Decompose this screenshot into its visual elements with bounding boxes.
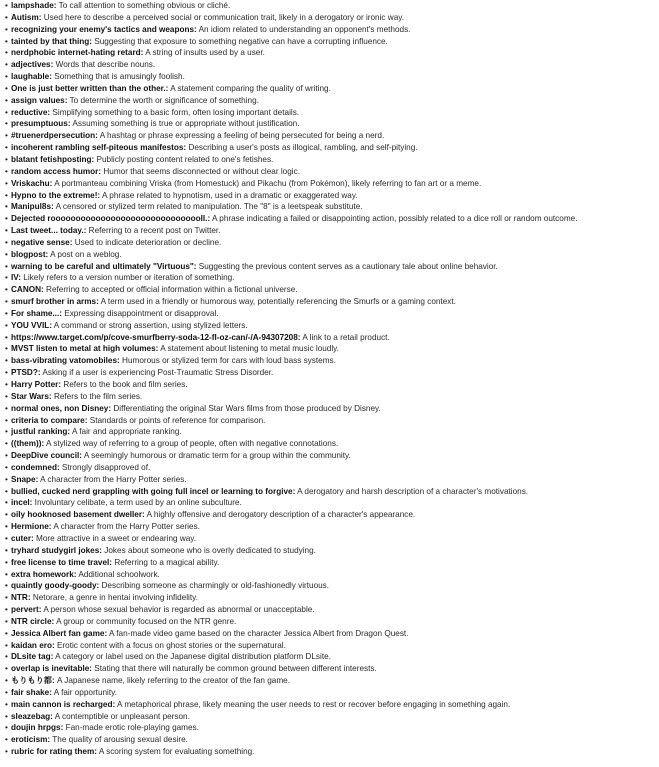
bullet-icon: • <box>5 214 8 224</box>
glossary-term: kaidan ero: <box>11 640 55 650</box>
glossary-item <box>5 142 659 154</box>
glossary-definition: A link to a retail product. <box>302 332 390 342</box>
glossary-definition: A post on a weblog. <box>50 249 122 259</box>
glossary-term: laughable: <box>11 72 52 82</box>
bullet-icon: • <box>5 249 8 259</box>
bullet-icon: • <box>5 356 8 366</box>
glossary-term: ((them)): <box>11 439 45 449</box>
glossary-term: IV: <box>11 273 22 283</box>
glossary-item <box>5 438 659 450</box>
glossary-definition: Erotic content with a focus on ghost stories or the supernatural. <box>56 640 286 650</box>
glossary-definition: A derogatory and harsh description of a character's motivations. <box>297 486 529 496</box>
bullet-icon: • <box>5 380 8 389</box>
glossary-term: Last tweet... today.: <box>11 226 87 236</box>
glossary-definition: Publicly posting content related to one's fetishes. <box>96 154 274 164</box>
bullet-icon: • <box>5 735 8 745</box>
glossary-item <box>5 734 659 746</box>
glossary-item <box>5 450 659 462</box>
glossary-item <box>5 261 659 273</box>
glossary-item <box>5 379 659 391</box>
glossary-definition: A metaphorical phrase, likely meaning the user needs to rest or recover before engaging in something again. <box>117 699 511 709</box>
bullet-icon: • <box>5 640 8 650</box>
glossary-definition: Refers to the book and film series. <box>63 380 188 389</box>
bullet-icon: • <box>5 747 8 757</box>
glossary-term: sleazebag: <box>11 711 53 721</box>
glossary-item <box>5 47 659 59</box>
glossary-item <box>5 130 659 142</box>
bullet-icon: • <box>5 12 8 22</box>
glossary-term: criteria to compare: <box>11 415 88 425</box>
glossary-definition: Suggesting that exposure to something negative can have a corrupting influence. <box>94 36 388 46</box>
glossary-term: eroticism: <box>11 735 51 745</box>
glossary-term: Snape: <box>11 474 39 484</box>
glossary-item <box>5 675 659 687</box>
glossary-item <box>5 367 659 379</box>
glossary-item <box>5 651 659 663</box>
glossary-term: MVST listen to metal at high volumes: <box>11 344 159 354</box>
glossary-item <box>5 640 659 652</box>
glossary-definition: A Japanese name, likely referring to the creator of the fan game. <box>56 676 290 686</box>
glossary-term: rubric for rating them: <box>11 747 97 757</box>
glossary-definition: Strongly disapproved of. <box>61 462 151 472</box>
bullet-icon: • <box>5 687 8 697</box>
glossary-item <box>5 249 659 261</box>
glossary-definition: Referring to accepted or official information within a fictional universe. <box>46 285 298 295</box>
glossary-definition: A group or community focused on the NTR genre. <box>56 616 237 626</box>
glossary-term: Hypno to the extreme!: <box>11 190 101 200</box>
glossary-item <box>5 272 659 284</box>
glossary-definition: Simplifying something to a basic form, often losing important details. <box>52 107 300 117</box>
glossary-item <box>5 95 659 107</box>
bullet-icon: • <box>5 569 8 579</box>
glossary-term: reductive: <box>11 107 51 117</box>
glossary-item <box>5 604 659 616</box>
glossary-item <box>5 722 659 734</box>
glossary-term: incoherent rambling self-piteous manifestos: <box>11 143 187 153</box>
glossary-definition: A character from the Harry Potter series. <box>53 522 200 532</box>
glossary-definition: A statement about listening to metal music loudly. <box>160 344 339 354</box>
glossary-item <box>5 225 659 237</box>
glossary-term: oily hooknosed basement dweller: <box>11 510 145 520</box>
glossary-definition: Used here to describe a perceived social or communication trait, likely in a derogatory or ironic way. <box>43 12 405 22</box>
glossary-term: assign values: <box>11 95 68 105</box>
glossary-definition: Differentiating the original Star Wars films from those produced by Disney. <box>113 403 381 413</box>
bullet-icon: • <box>5 285 8 295</box>
bullet-icon: • <box>5 178 8 188</box>
bullet-icon: • <box>5 498 8 508</box>
glossary-definition: Involuntary celibate, a term used by an online subculture. <box>34 498 242 508</box>
glossary-term: tainted by that thing: <box>11 36 92 46</box>
glossary-definition: To call attention to something obvious or cliché. <box>58 1 231 10</box>
glossary-item <box>5 533 659 545</box>
glossary-definition: A seemingly humorous or dramatic term for a group within the community. <box>83 451 351 461</box>
bullet-icon: • <box>5 676 8 686</box>
glossary-term: quaintly goody-goody: <box>11 581 100 591</box>
glossary-term: NTR circle: <box>11 616 55 626</box>
glossary-definition: Describing a user's posts as illogical, rambling, and self-pitying. <box>188 143 418 153</box>
glossary-definition: Additional schoolwork. <box>78 569 160 579</box>
glossary-term: doujin hrpgs: <box>11 723 64 733</box>
glossary-term: tryhard studygirl jokes: <box>11 545 102 555</box>
bullet-icon: • <box>5 24 8 34</box>
bullet-icon: • <box>5 403 8 413</box>
glossary-term: #truenerdpersecution: <box>11 131 98 141</box>
glossary-definition: Netorare, a genre in hentai involving infidelity. <box>32 593 198 603</box>
bullet-icon: • <box>5 48 8 58</box>
glossary-item <box>5 699 659 711</box>
glossary-definition: Describing someone as charmingly or old-fashionedly virtuous. <box>101 581 330 591</box>
glossary-definition: A command or strong assertion, using stylized letters. <box>53 320 248 330</box>
glossary-term: Dejected rooooooooooooooooooooooooooooooll.: <box>11 214 211 224</box>
bullet-icon: • <box>5 332 8 342</box>
glossary-term: Vriskachu: <box>11 178 53 188</box>
glossary-definition: Used to indicate deterioration or decline. <box>74 237 222 247</box>
glossary-definition: A censored or stylized term related to manipulation. The "8" is a leetspeak substitute. <box>55 202 363 212</box>
glossary-term: Manipul8s: <box>11 202 54 212</box>
glossary-definition: Likely refers to a version number or iteration of something. <box>23 273 235 283</box>
glossary-definition: A phrase related to hypnotism, used in a dramatic or exaggerated way. <box>102 190 358 200</box>
glossary-term: NTR: <box>11 593 31 603</box>
glossary-item <box>5 497 659 509</box>
bullet-icon: • <box>5 699 8 709</box>
glossary-definition: A fair and appropriate ranking. <box>71 427 182 437</box>
glossary-term: warning to be careful and ultimately "Virtuous": <box>11 261 197 271</box>
glossary-item <box>5 663 659 675</box>
glossary-term: recognizing your enemy's tactics and weapons: <box>11 24 197 34</box>
glossary-definition: Refers to the film series. <box>53 391 143 401</box>
glossary-item <box>5 628 659 640</box>
glossary-definition: Assuming something is true or appropriate without justification. <box>72 119 300 129</box>
glossary-definition: Humor that seems disconnected or without clear logic. <box>103 166 300 176</box>
glossary-item <box>5 24 659 36</box>
glossary-term: lampshade: <box>11 1 57 10</box>
glossary-definition: A highly offensive and derogatory description of a character's appearance. <box>146 510 416 520</box>
bullet-icon: • <box>5 166 8 176</box>
bullet-icon: • <box>5 557 8 567</box>
glossary-definition: A string of insults used by a user. <box>145 48 265 58</box>
glossary-item <box>5 403 659 415</box>
glossary-item <box>5 486 659 498</box>
bullet-icon: • <box>5 486 8 496</box>
glossary-definition: A stylized way of referring to a group of people, often with negative connotations. <box>46 439 339 449</box>
bullet-icon: • <box>5 451 8 461</box>
glossary-item <box>5 332 659 344</box>
glossary-term: cuter: <box>11 533 34 543</box>
bullet-icon: • <box>5 545 8 555</box>
glossary-definition: Suggesting the previous content serves as a cautionary tale about online behavior. <box>198 261 498 271</box>
glossary-term: PTSD?: <box>11 368 41 378</box>
bullet-icon: • <box>5 83 8 93</box>
glossary-definition: More attractive in a sweet or endearing way. <box>36 533 197 543</box>
glossary-item <box>5 296 659 308</box>
glossary-term: https://www.target.com/p/cove-smurfberry-soda-12-fl-oz-can/-/A-94307208: <box>11 332 301 342</box>
glossary-definition: The quality of arousing sexual desire. <box>52 735 188 745</box>
glossary-term: free license to time travel: <box>11 557 113 567</box>
glossary-item <box>5 178 659 190</box>
glossary-definition: A term used in a friendly or humorous way, potentially referencing the Smurfs or a gaming context. <box>100 297 456 307</box>
bullet-icon: • <box>5 581 8 591</box>
bullet-icon: • <box>5 202 8 212</box>
glossary-definition: A fan-made video game based on the character Jessica Albert from Dragon Quest. <box>109 628 409 638</box>
glossary-item <box>5 580 659 592</box>
glossary-term: blatant fetishposting: <box>11 154 95 164</box>
glossary-definition: A statement comparing the quality of writing. <box>170 83 331 93</box>
bullet-icon: • <box>5 533 8 543</box>
bullet-icon: • <box>5 308 8 318</box>
glossary-item <box>5 343 659 355</box>
bullet-icon: • <box>5 72 8 82</box>
glossary-definition: To determine the worth or significance of something. <box>69 95 259 105</box>
glossary-item <box>5 118 659 130</box>
bullet-icon: • <box>5 107 8 117</box>
glossary-item <box>5 545 659 557</box>
glossary-term: adjectives: <box>11 60 54 70</box>
glossary-term: もりもり都: <box>11 676 55 686</box>
glossary-term: random access humor: <box>11 166 102 176</box>
glossary-term: Autism: <box>11 12 42 22</box>
bullet-icon: • <box>5 119 8 129</box>
glossary-item <box>5 308 659 320</box>
glossary-term: fair shake: <box>11 687 52 697</box>
glossary-definition: A hashtag or phrase expressing a feeling of being persecuted for being a nerd. <box>99 131 385 141</box>
glossary-term: CANON: <box>11 285 44 295</box>
glossary-term: Star Wars: <box>11 391 52 401</box>
glossary-item <box>5 509 659 521</box>
glossary-definition: A contemptible or unpleasant person. <box>54 711 190 721</box>
glossary-item <box>5 154 659 166</box>
glossary-item <box>5 557 659 569</box>
bullet-icon: • <box>5 36 8 46</box>
glossary-definition: Fan-made erotic role-playing games. <box>65 723 199 733</box>
glossary-item <box>5 462 659 474</box>
bullet-icon: • <box>5 439 8 449</box>
glossary-term: main cannon is recharged: <box>11 699 116 709</box>
bullet-icon: • <box>5 154 8 164</box>
glossary-item <box>5 711 659 723</box>
glossary-item <box>5 166 659 178</box>
glossary-definition: A scoring system for evaluating something. <box>98 747 255 757</box>
glossary-definition: A phrase indicating a failed or disappointing action, possibly related to a dice roll or random outcome. <box>212 214 578 224</box>
glossary-item <box>5 0 659 12</box>
glossary-definition: Referring to a magical ability. <box>114 557 220 567</box>
glossary-term: pervert: <box>11 605 42 615</box>
bullet-icon: • <box>5 593 8 603</box>
glossary-definition: Expressing disappointment or disapproval. <box>64 308 219 318</box>
bullet-icon: • <box>5 237 8 247</box>
bullet-icon: • <box>5 143 8 153</box>
bullet-icon: • <box>5 344 8 354</box>
bullet-icon: • <box>5 522 8 532</box>
glossary-definition: Referring to a recent post on Twitter. <box>88 226 221 236</box>
bullet-icon: • <box>5 95 8 105</box>
bullet-icon: • <box>5 427 8 437</box>
glossary-item <box>5 616 659 628</box>
glossary-term: bullied, cucked nerd grappling with going full incel or learning to forgive: <box>11 486 296 496</box>
glossary-definition: Something that is amusingly foolish. <box>54 72 185 82</box>
bullet-icon: • <box>5 605 8 615</box>
glossary-term: bass-vibrating vatomobiles: <box>11 356 120 366</box>
bullet-icon: • <box>5 415 8 425</box>
glossary-item <box>5 391 659 403</box>
bullet-icon: • <box>5 723 8 733</box>
glossary-definition: Jokes about someone who is overly dedicated to studying. <box>104 545 316 555</box>
glossary-definition: Humorous or stylized term for cars with loud bass systems. <box>122 356 336 366</box>
glossary-term: Jessica Albert fan game: <box>11 628 108 638</box>
glossary-item <box>5 521 659 533</box>
glossary-term: DeepDive council: <box>11 451 82 461</box>
bullet-icon: • <box>5 273 8 283</box>
glossary-item <box>5 426 659 438</box>
glossary-item <box>5 12 659 24</box>
bullet-icon: • <box>5 60 8 70</box>
bullet-icon: • <box>5 664 8 674</box>
glossary-term: DLsite tag: <box>11 652 54 662</box>
glossary-definition: An idiom related to understanding an opponent's methods. <box>198 24 411 34</box>
glossary-item <box>5 284 659 296</box>
glossary-item <box>5 355 659 367</box>
glossary-definition: Stating that there will naturally be common ground between different interests. <box>94 664 377 674</box>
bullet-icon: • <box>5 320 8 330</box>
bullet-icon: • <box>5 261 8 271</box>
glossary-item <box>5 569 659 581</box>
glossary-definition: A category or label used on the Japanese digital distribution platform DLsite. <box>55 652 331 662</box>
bullet-icon: • <box>5 391 8 401</box>
glossary-term: blogpost: <box>11 249 49 259</box>
glossary-term: For shame...: <box>11 308 62 318</box>
glossary-definition: A person whose sexual behavior is regarded as abnormal or unacceptable. <box>43 605 315 615</box>
glossary-term: normal ones, non Disney: <box>11 403 112 413</box>
glossary-item <box>5 107 659 119</box>
bullet-icon: • <box>5 131 8 141</box>
glossary-item <box>5 83 659 95</box>
bullet-icon: • <box>5 510 8 520</box>
glossary-term: nerdphobic internet-hating retard: <box>11 48 144 58</box>
bullet-icon: • <box>5 368 8 378</box>
glossary-item <box>5 237 659 249</box>
bullet-icon: • <box>5 226 8 236</box>
glossary-term: Harry Potter: <box>11 380 62 389</box>
glossary-definition: Words that describe nouns. <box>55 60 156 70</box>
glossary-term: negative sense: <box>11 237 73 247</box>
glossary-item <box>5 59 659 71</box>
glossary-term: justful ranking: <box>11 427 71 437</box>
glossary-item <box>5 474 659 486</box>
bullet-icon: • <box>5 297 8 307</box>
bullet-icon: • <box>5 616 8 626</box>
glossary-item <box>5 36 659 48</box>
bullet-icon: • <box>5 190 8 200</box>
bullet-icon: • <box>5 711 8 721</box>
bullet-icon: • <box>5 628 8 638</box>
glossary-item <box>5 213 659 225</box>
glossary-definition: Standards or points of reference for comparison. <box>89 415 266 425</box>
glossary-term: extra homework: <box>11 569 77 579</box>
glossary-definition: A fair opportunity. <box>53 687 117 697</box>
glossary-item <box>5 71 659 83</box>
glossary-term: overlap is inevitable: <box>11 664 92 674</box>
glossary-item <box>5 201 659 213</box>
bullet-icon: • <box>5 462 8 472</box>
glossary-term: smurf brother in arms: <box>11 297 99 307</box>
glossary-definition: Asking if a user is experiencing Post-Traumatic Stress Disorder. <box>42 368 274 378</box>
glossary-term: Hermione: <box>11 522 52 532</box>
glossary-term: YOU VVIL: <box>11 320 52 330</box>
glossary-item <box>5 190 659 202</box>
bullet-icon: • <box>5 652 8 662</box>
glossary-item <box>5 320 659 332</box>
glossary-item <box>5 592 659 604</box>
glossary-term: condemned: <box>11 462 60 472</box>
glossary-term: incel: <box>11 498 33 508</box>
glossary-term: presumptuous: <box>11 119 71 129</box>
bullet-icon: • <box>5 474 8 484</box>
glossary-definition: A portmanteau combining Vriska (from Homestuck) and Pikachu (from Pokémon), likely referring to fan art or a meme. <box>54 178 482 188</box>
glossary-term: One is just better written than the other.: <box>11 83 169 93</box>
glossary-item <box>5 687 659 699</box>
glossary-item <box>5 746 659 758</box>
bullet-icon: • <box>5 1 8 10</box>
glossary-definition: A character from the Harry Potter series. <box>40 474 187 484</box>
glossary-item <box>5 415 659 427</box>
